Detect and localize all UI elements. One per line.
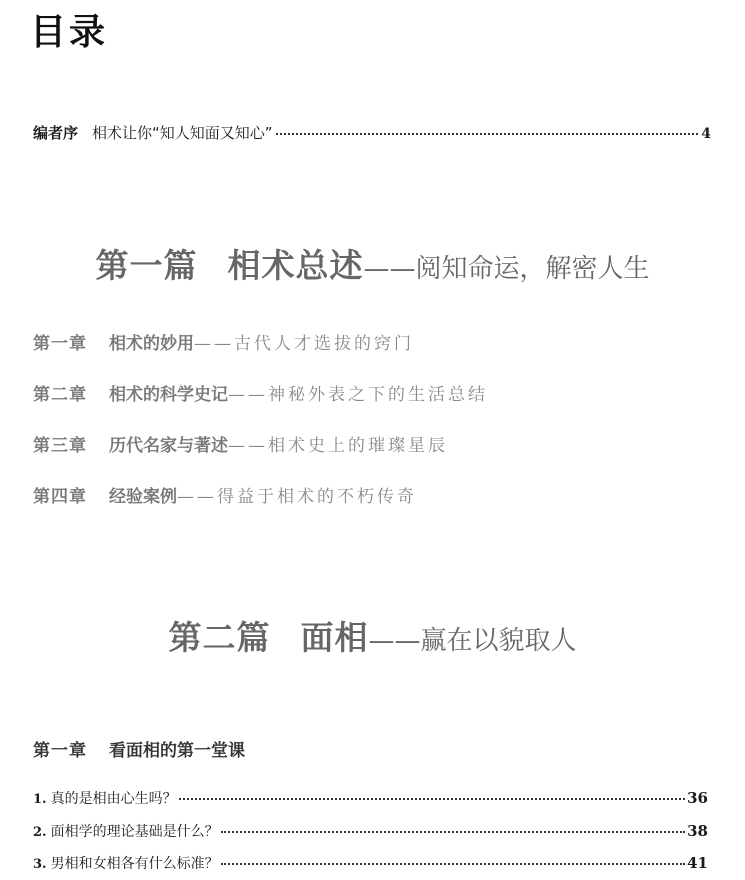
- chapter-number: 第四章: [33, 487, 87, 507]
- question-text: 面相学的理论基础是什么？: [50, 824, 219, 840]
- chapter-entry[interactable]: [33, 736, 245, 761]
- page-number: 41: [687, 854, 708, 872]
- chapter-subtitle: ——得益于相术的不朽传奇: [177, 487, 417, 507]
- leader-dots: [276, 133, 699, 135]
- part-title: 面相: [300, 618, 369, 657]
- page-number: 38: [687, 822, 708, 840]
- chapter-number: 第二章: [33, 385, 87, 405]
- leader-dots: [179, 798, 686, 800]
- chapter-title: 看面相的第一堂课: [109, 741, 245, 761]
- page-number: 36: [687, 789, 708, 807]
- leader-dots: [221, 831, 686, 833]
- question-number: 1.: [33, 792, 47, 807]
- part-subtitle: ——阅知命运，解密人生: [363, 254, 650, 284]
- chapter-subtitle: ——相术史上的璀璨星辰: [228, 436, 448, 456]
- part-heading-1[interactable]: [0, 240, 745, 287]
- chapter-title: 历代名家与著述: [109, 436, 228, 456]
- question-number: 3.: [33, 857, 47, 872]
- page-title: 目录: [30, 12, 109, 53]
- question-entry[interactable]: [33, 821, 708, 841]
- part-number: 第一篇: [95, 246, 198, 285]
- chapter-title: 经验案例: [109, 487, 177, 507]
- preface-label: 编者序: [33, 124, 79, 142]
- part-title: 相术总述: [227, 246, 364, 285]
- chapter-entry[interactable]: [33, 431, 448, 456]
- part-subtitle: ——赢在以貌取人: [368, 626, 577, 656]
- chapter-entry[interactable]: [33, 329, 414, 354]
- chapter-title: 相术的科学史记: [109, 385, 228, 405]
- preface-text: 相术让你“知人知面又知心”: [92, 124, 273, 142]
- chapter-number: 第一章: [33, 334, 87, 354]
- chapter-number: 第一章: [33, 741, 87, 761]
- chapter-subtitle: ——神秘外表之下的生活总结: [228, 385, 488, 405]
- chapter-entry[interactable]: [33, 482, 417, 507]
- question-number: 2.: [33, 825, 47, 840]
- chapter-subtitle: ——古代人才选拔的窍门: [194, 334, 414, 354]
- question-entry[interactable]: [33, 788, 708, 808]
- question-text: 男相和女相各有什么标准？: [50, 856, 219, 872]
- part-heading-2[interactable]: [0, 612, 745, 659]
- part-number: 第二篇: [168, 618, 271, 657]
- page-number: 4: [701, 126, 711, 142]
- question-entry[interactable]: [33, 853, 708, 873]
- chapter-number: 第三章: [33, 436, 87, 456]
- chapter-entry[interactable]: [33, 380, 488, 405]
- preface-entry[interactable]: [33, 122, 711, 143]
- chapter-title: 相术的妙用: [109, 334, 194, 354]
- question-text: 真的是相由心生吗？: [50, 791, 177, 807]
- leader-dots: [221, 863, 686, 865]
